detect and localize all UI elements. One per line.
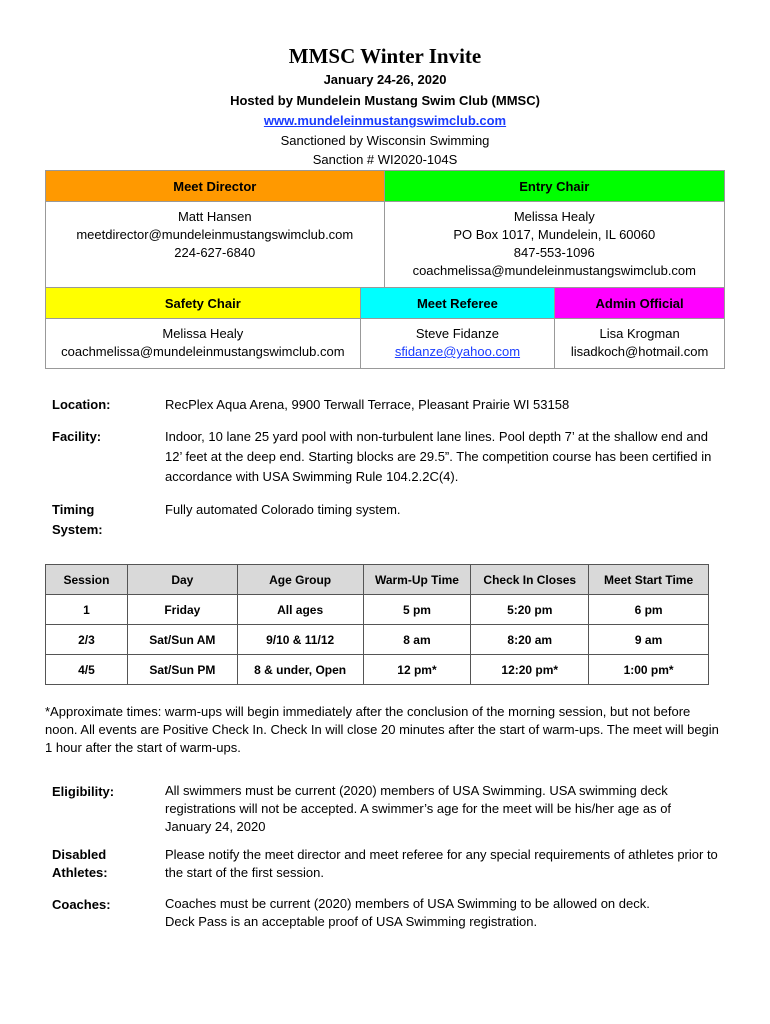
table-cell: 9 am <box>589 625 709 655</box>
eligibility-label: Eligibility: <box>52 784 115 799</box>
timing-label <box>52 500 152 540</box>
meet-director-heading: Meet Director <box>46 171 385 202</box>
table-cell: 1:00 pm* <box>589 655 709 685</box>
table-cell: 9/10 & 11/12 <box>237 625 363 655</box>
timing-value: Fully automated Colorado timing system. <box>165 502 401 517</box>
table-header-cell: Warm-Up Time <box>363 565 471 595</box>
meet-dates: January 24-26, 2020 <box>323 72 447 87</box>
page-title: MMSC Winter Invite <box>288 44 482 68</box>
timing-label-line2: System: <box>52 522 103 537</box>
table-row <box>46 595 709 625</box>
facility-value: Indoor, 10 lane 25 yard pool with non-turbulent lane lines. Pool depth 7’ at the shallow end and 12’ feet at the deep end. Starting blocks are 29.5”. The competition course has been certified in accordance with USA Swimming Rule 104.2.2C(4). <box>165 429 712 484</box>
safety-chair-name: Melissa Healy <box>162 326 244 341</box>
coaches-value <box>165 895 720 931</box>
table-cell: 1 <box>46 595 128 625</box>
entry-chair-cell <box>384 202 724 288</box>
sessions-table <box>45 564 709 685</box>
entry-chair-address: PO Box 1017, Mundelein, IL 60060 <box>453 227 656 242</box>
admin-official-name: Lisa Krogman <box>599 326 680 341</box>
table-row <box>46 625 709 655</box>
table-cell: 8 am <box>363 625 471 655</box>
table-cell: 5:20 pm <box>471 595 589 625</box>
host-line: Hosted by Mundelein Mustang Swim Club (MMSC) <box>230 93 540 108</box>
safety-chair-cell <box>46 319 361 369</box>
safety-chair-email: coachmelissa@mundeleinmustangswimclub.com <box>61 344 345 359</box>
approximate-times-note: *Approximate times: warm-ups will begin immediately after the conclusion of the morning session, but not before noon. All events are Positive Check In. Check In will close 20 minutes after the start of warm-ups. The meet will begin 1 hour after the start of warm-ups. <box>45 704 719 755</box>
admin-official-email: lisadkoch@hotmail.com <box>570 344 709 359</box>
table-cell: 4/5 <box>46 655 128 685</box>
table-header-cell: Session <box>46 565 128 595</box>
table-header-cell: Age Group <box>237 565 363 595</box>
table-cell: 8:20 am <box>471 625 589 655</box>
entry-chair-phone: 847-553-1096 <box>513 245 595 260</box>
disabled-label-line1: Disabled <box>52 847 107 862</box>
timing-label-line1: Timing <box>52 502 95 517</box>
coaches-line1: Coaches must be current (2020) members of USA Swimming to be allowed on deck. <box>165 896 650 911</box>
admin-official-cell <box>555 319 725 369</box>
table-cell: 5 pm <box>363 595 471 625</box>
contacts-table <box>45 170 725 369</box>
table-cell: 12:20 pm* <box>471 655 589 685</box>
entry-chair-name: Melissa Healy <box>513 209 595 224</box>
sessions-header-row <box>46 565 709 595</box>
coaches-label: Coaches: <box>52 897 111 912</box>
table-cell: 8 & under, Open <box>237 655 363 685</box>
table-cell: 12 pm* <box>363 655 471 685</box>
admin-official-heading: Admin Official <box>555 288 725 319</box>
meet-referee-name: Steve Fidanze <box>415 326 499 341</box>
table-header-cell: Check In Closes <box>471 565 589 595</box>
location-label: Location: <box>52 397 111 412</box>
table-header-cell: Day <box>127 565 237 595</box>
meet-director-email: meetdirector@mundeleinmustangswimclub.com <box>76 227 354 242</box>
sanction-number: Sanction # WI2020-104S <box>312 152 458 167</box>
table-cell: Sat/Sun PM <box>127 655 237 685</box>
disabled-athletes-label <box>52 846 152 882</box>
safety-chair-heading: Safety Chair <box>46 288 361 319</box>
disabled-label-line2: Athletes: <box>52 865 108 880</box>
entry-chair-heading: Entry Chair <box>384 171 724 202</box>
table-cell: Friday <box>127 595 237 625</box>
table-row <box>46 655 709 685</box>
table-cell: 2/3 <box>46 625 128 655</box>
disabled-athletes-value: Please notify the meet director and meet referee for any special requirements of athletes prior to the start of the first session. <box>165 847 718 880</box>
table-cell: All ages <box>237 595 363 625</box>
entry-chair-email: coachmelissa@mundeleinmustangswimclub.com <box>412 263 696 278</box>
table-cell: 6 pm <box>589 595 709 625</box>
meet-director-cell <box>46 202 385 288</box>
meet-referee-email-link[interactable]: sfidanze@yahoo.com <box>394 344 521 359</box>
table-cell: Sat/Sun AM <box>127 625 237 655</box>
meet-referee-cell <box>360 319 555 369</box>
meet-referee-heading: Meet Referee <box>360 288 555 319</box>
eligibility-value: All swimmers must be current (2020) members of USA Swimming. USA swimming deck registrations will not be accepted. A swimmer’s age for the meet will be his/her age as of January 24, 2020 <box>165 783 672 834</box>
table-header-cell: Meet Start Time <box>589 565 709 595</box>
facility-label: Facility: <box>52 429 102 444</box>
coaches-line2: Deck Pass is an acceptable proof of USA Swimming registration. <box>165 914 538 929</box>
location-value: RecPlex Aqua Arena, 9900 Terwall Terrace, Pleasant Prairie WI 53158 <box>165 397 570 412</box>
website-link[interactable]: www.mundeleinmustangswimclub.com <box>263 113 507 128</box>
sanctioned-line: Sanctioned by Wisconsin Swimming <box>280 133 490 148</box>
meet-director-name: Matt Hansen <box>177 209 252 224</box>
meet-director-phone: 224-627-6840 <box>174 245 256 260</box>
